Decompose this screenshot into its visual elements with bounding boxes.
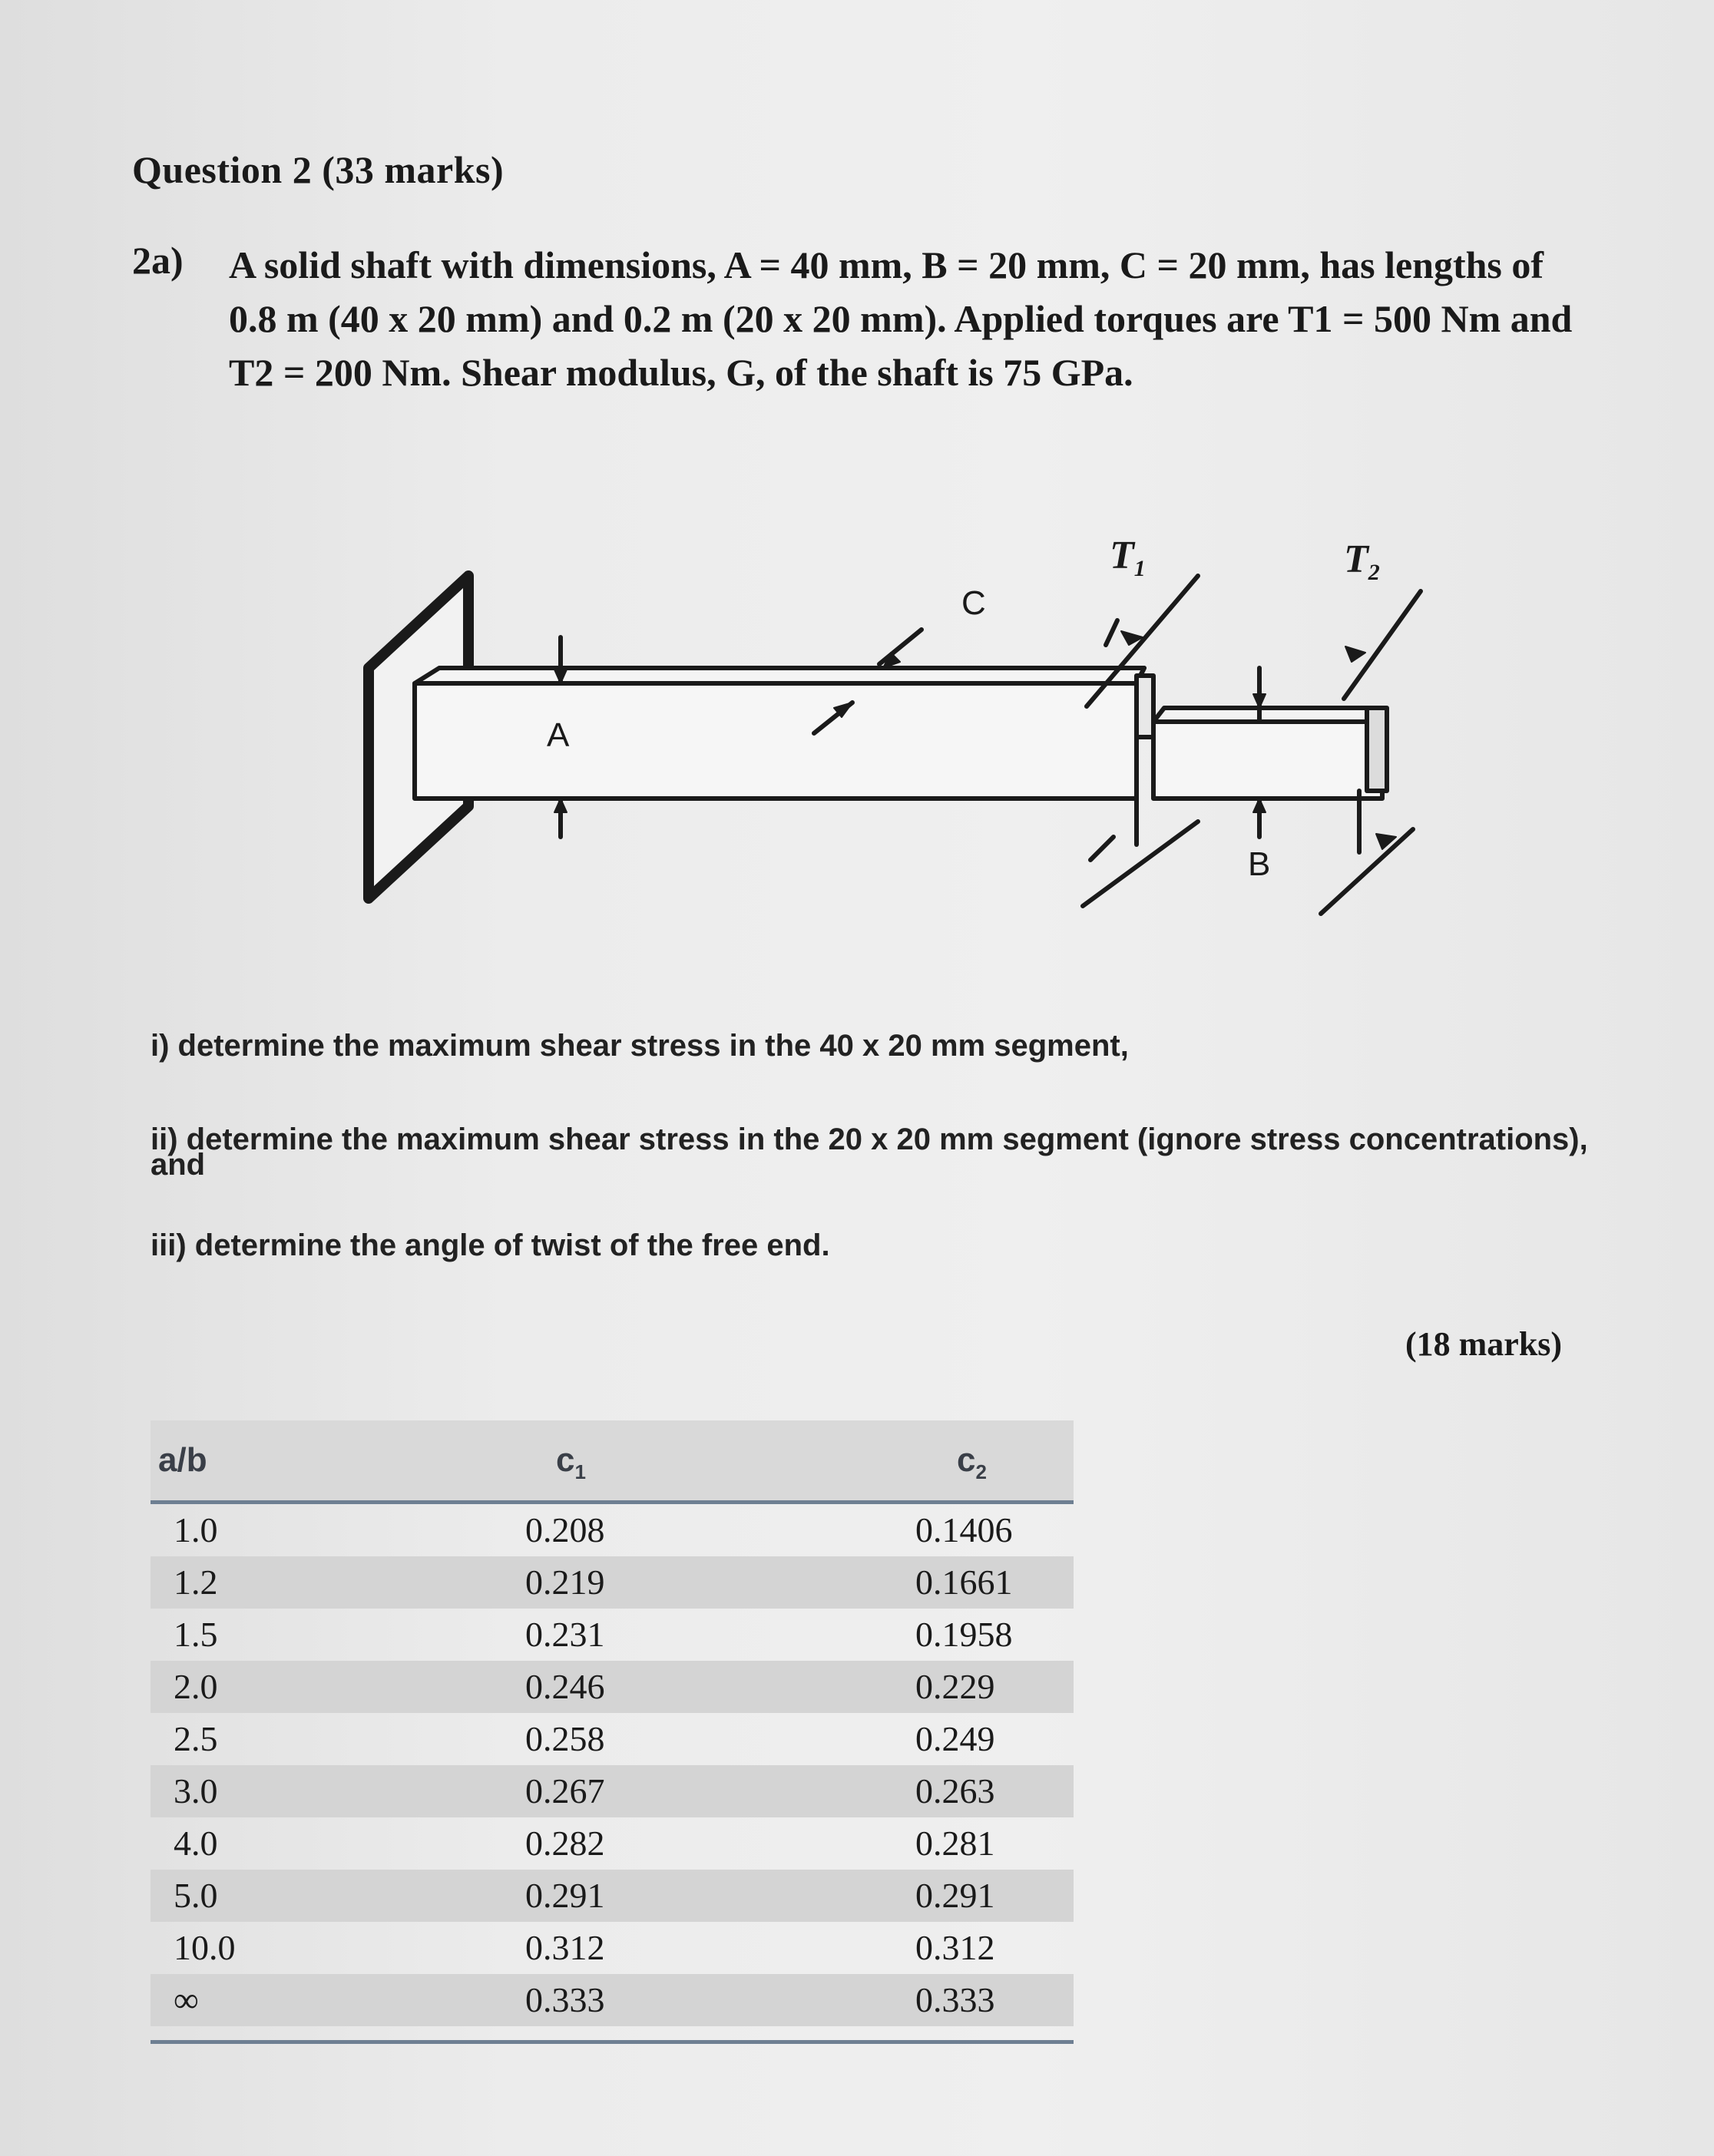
question-heading: Question 2 (33 marks) — [132, 148, 505, 191]
table-body — [151, 1504, 1074, 2026]
label-a: A — [547, 716, 570, 754]
cell-c1: 0.208 — [525, 1510, 605, 1549]
label-t1: T — [1110, 534, 1134, 577]
cell-c2: 0.312 — [915, 1928, 995, 1967]
table-row — [151, 1765, 1074, 1817]
svg-text:T1 — [1110, 534, 1146, 581]
cell-c2: 0.249 — [915, 1719, 995, 1758]
small-segment-body — [1153, 722, 1382, 799]
large-segment-body — [415, 683, 1137, 799]
table-bottom-rule — [151, 2040, 1074, 2044]
question-text-line-1: A solid shaft with dimensions, A = 40 mm, B = 20 mm, C = 20 mm, has lengths of — [229, 243, 1544, 286]
cell-c2: 0.333 — [915, 1980, 995, 2019]
cell-c1: 0.312 — [525, 1928, 605, 1967]
header-c1: $c_1$ — [556, 1441, 586, 1483]
cell-c2: 0.291 — [915, 1876, 995, 1915]
cell-ab: 1.5 — [174, 1615, 218, 1654]
cell-ab: 4.0 — [174, 1824, 218, 1863]
cell-c1: 0.291 — [525, 1876, 605, 1915]
cell-c2: 0.1661 — [915, 1562, 1013, 1602]
cell-c1: 0.282 — [525, 1824, 605, 1863]
cell-c1: 0.246 — [525, 1667, 605, 1706]
table-row — [151, 1870, 1074, 1922]
table-row — [151, 1556, 1074, 1609]
step-flange — [1137, 676, 1153, 737]
cell-ab: 1.0 — [174, 1510, 218, 1549]
label-t2: T — [1344, 537, 1368, 581]
part-i: i) determine the maximum shear stress in the 40 x 20 mm segment, — [151, 1029, 1129, 1063]
end-flange — [1367, 708, 1387, 791]
label-t2-sub: 2 — [1368, 560, 1380, 585]
table-row — [151, 1609, 1074, 1661]
question-text-line-3: T2 = 200 Nm. Shear modulus, G, of the shaft is 75 GPa. — [229, 351, 1133, 394]
part-iii: iii) determine the angle of twist of the free end. — [151, 1228, 830, 1262]
cell-c2: 0.1958 — [915, 1615, 1013, 1654]
shaft-diagram — [338, 530, 1444, 944]
table-row — [151, 1922, 1074, 1974]
marks-label: (18 marks) — [1405, 1325, 1563, 1363]
cell-ab: ∞ — [174, 1980, 199, 2019]
question-text-line-2: 0.8 m (40 x 20 mm) and 0.2 m (20 x 20 mm). Applied torques are T1 = 500 Nm and — [229, 297, 1573, 340]
label-b: B — [1248, 845, 1271, 883]
cell-ab: 2.0 — [174, 1667, 218, 1706]
svg-text:T2 — [1344, 537, 1380, 585]
cell-c1: 0.267 — [525, 1771, 605, 1810]
table-row — [151, 1504, 1074, 1556]
cell-c2: 0.281 — [915, 1824, 995, 1863]
part-ii-continued: and — [151, 1148, 206, 1182]
label-t1-sub: 1 — [1133, 556, 1146, 581]
cell-ab: 5.0 — [174, 1876, 218, 1915]
coefficient-table — [151, 1420, 1074, 2044]
table-header — [151, 1420, 1074, 1504]
table-row — [151, 1713, 1074, 1765]
table-row — [151, 1661, 1074, 1713]
question-text — [229, 238, 1611, 399]
cell-c1: 0.231 — [525, 1615, 605, 1654]
cell-c1: 0.258 — [525, 1719, 605, 1758]
cell-c1: 0.333 — [525, 1980, 605, 2019]
cell-ab: 2.5 — [174, 1719, 218, 1758]
cell-ab: 10.0 — [174, 1928, 236, 1967]
label-c: C — [961, 584, 986, 622]
table-row — [151, 1817, 1074, 1870]
part-ii: ii) determine the maximum shear stress in the 20 x 20 mm segment (ignore stress concentrations), — [151, 1123, 1588, 1156]
cell-ab: 3.0 — [174, 1771, 218, 1810]
cell-c2: 0.1406 — [915, 1510, 1013, 1549]
question-number: 2a) — [132, 239, 184, 282]
cell-c2: 0.229 — [915, 1667, 995, 1706]
cell-c1: 0.219 — [525, 1562, 605, 1602]
cell-c2: 0.263 — [915, 1771, 995, 1810]
header-c2: $c_2$ — [957, 1441, 987, 1483]
torque-t2-vector — [1344, 591, 1421, 699]
header-ab: a/b — [158, 1441, 207, 1479]
cell-ab: 1.2 — [174, 1562, 218, 1602]
table-row — [151, 1974, 1074, 2026]
